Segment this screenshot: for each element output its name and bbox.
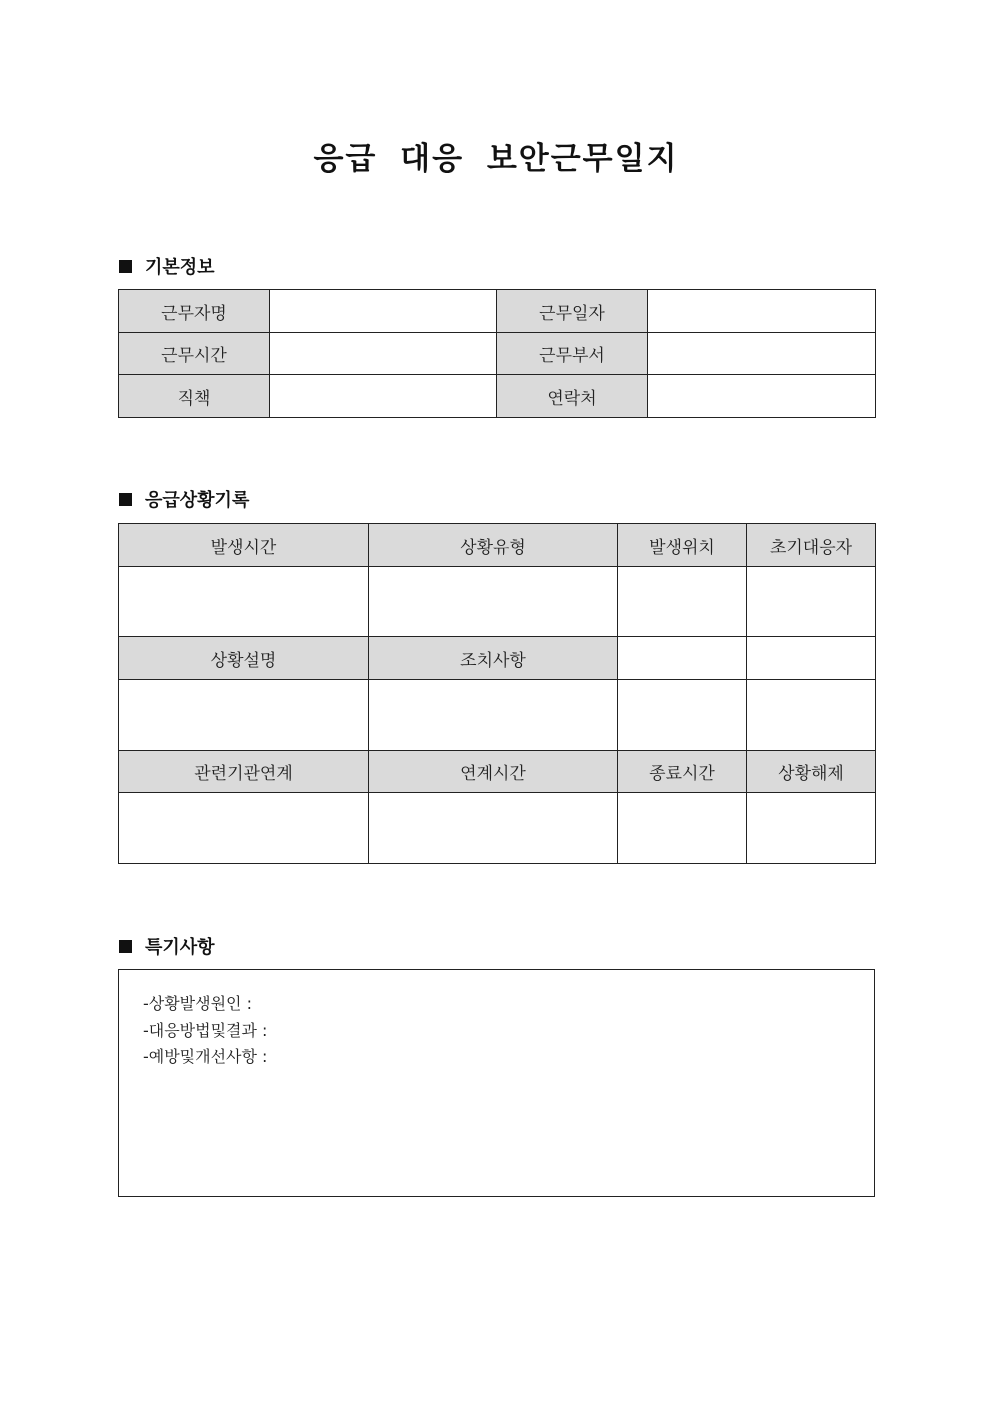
work-date-label: 근무일자 bbox=[497, 290, 648, 333]
square-bullet-icon bbox=[119, 493, 132, 506]
first-responder-field[interactable] bbox=[747, 567, 876, 637]
work-time-field[interactable] bbox=[270, 333, 497, 375]
blank-cell[interactable] bbox=[618, 637, 747, 680]
square-bullet-icon bbox=[119, 940, 132, 953]
action-taken-field[interactable] bbox=[369, 680, 618, 751]
table-row bbox=[119, 524, 876, 567]
table-row bbox=[119, 637, 876, 680]
table-row bbox=[119, 680, 876, 751]
square-bullet-icon bbox=[119, 260, 132, 273]
notes-response: -대응방법및결과 : bbox=[143, 1021, 268, 1040]
link-time-label: 연계시간 bbox=[369, 751, 618, 793]
work-time-label: 근무시간 bbox=[119, 333, 270, 375]
position-label: 직책 bbox=[119, 375, 270, 418]
section-basic-info bbox=[119, 253, 215, 279]
end-time-field[interactable] bbox=[618, 793, 747, 864]
worker-name-field[interactable] bbox=[270, 290, 497, 333]
notes-cause: -상황발생원인 : bbox=[143, 994, 252, 1013]
situation-type-field[interactable] bbox=[369, 567, 618, 637]
contact-field[interactable] bbox=[648, 375, 876, 418]
notes-prevention: -예방및개선사항 : bbox=[143, 1047, 268, 1066]
occur-time-field[interactable] bbox=[119, 567, 369, 637]
work-dept-label: 근무부서 bbox=[497, 333, 648, 375]
table-row bbox=[119, 333, 876, 375]
blank-cell[interactable] bbox=[747, 637, 876, 680]
occur-time-label: 발생시간 bbox=[119, 524, 369, 567]
position-field[interactable] bbox=[270, 375, 497, 418]
table-row bbox=[119, 567, 876, 637]
section-emergency-record-label: 응급상황기록 bbox=[145, 490, 250, 511]
work-dept-field[interactable] bbox=[648, 333, 876, 375]
action-taken-label: 조치사항 bbox=[369, 637, 618, 680]
worker-name-label: 근무자명 bbox=[119, 290, 270, 333]
page-title: 응급 대응 보안근무일지 bbox=[313, 141, 679, 177]
table-row bbox=[119, 290, 876, 333]
first-responder-label: 초기대응자 bbox=[747, 524, 876, 567]
blank-cell[interactable] bbox=[747, 680, 876, 751]
notes-box[interactable] bbox=[118, 969, 875, 1197]
table-row bbox=[119, 751, 876, 793]
end-time-label: 종료시간 bbox=[618, 751, 747, 793]
blank-cell[interactable] bbox=[618, 680, 747, 751]
emergency-record-table bbox=[118, 523, 876, 864]
section-notes bbox=[119, 933, 215, 959]
link-time-field[interactable] bbox=[369, 793, 618, 864]
occur-location-field[interactable] bbox=[618, 567, 747, 637]
section-notes-label: 특기사항 bbox=[145, 937, 215, 958]
table-row bbox=[119, 793, 876, 864]
situation-desc-field[interactable] bbox=[119, 680, 369, 751]
situation-release-field[interactable] bbox=[747, 793, 876, 864]
section-emergency-record bbox=[119, 486, 249, 512]
agency-link-label: 관련기관연계 bbox=[119, 751, 369, 793]
contact-label: 연락처 bbox=[497, 375, 648, 418]
work-date-field[interactable] bbox=[648, 290, 876, 333]
table-row bbox=[119, 375, 876, 418]
situation-release-label: 상황해제 bbox=[747, 751, 876, 793]
occur-location-label: 발생위치 bbox=[618, 524, 747, 567]
situation-type-label: 상황유형 bbox=[369, 524, 618, 567]
agency-link-field[interactable] bbox=[119, 793, 369, 864]
basic-info-table bbox=[118, 289, 876, 418]
section-basic-info-label: 기본정보 bbox=[145, 257, 215, 278]
situation-desc-label: 상황설명 bbox=[119, 637, 369, 680]
